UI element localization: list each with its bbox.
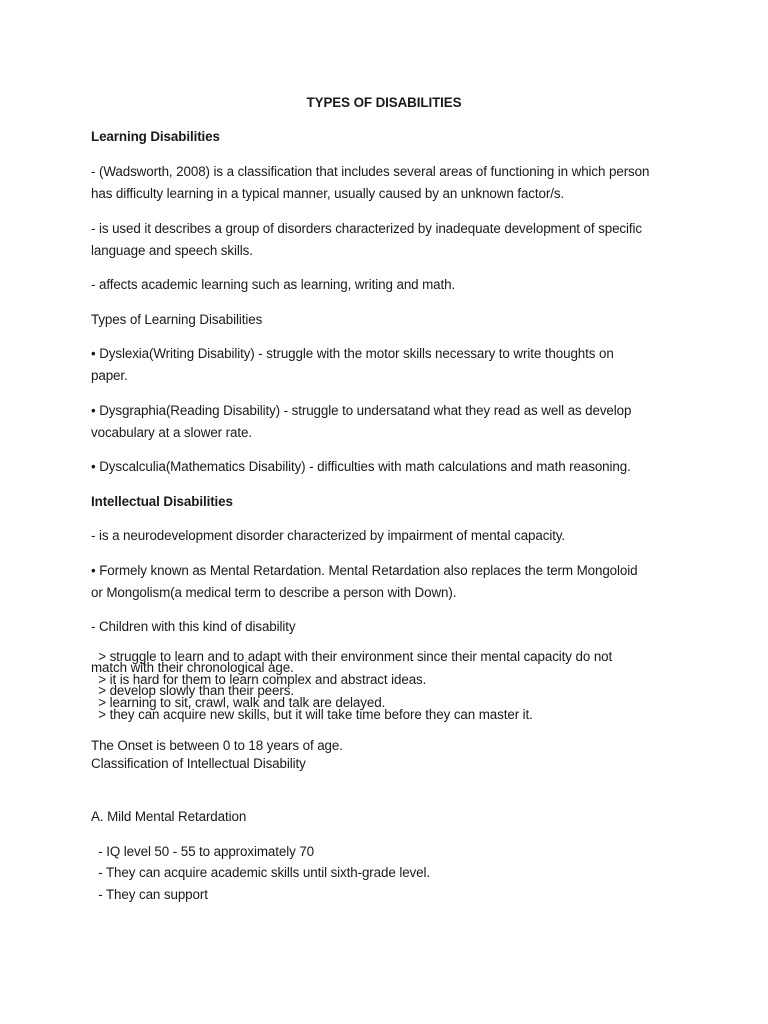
document-title: TYPES OF DISABILITIES <box>306 95 462 110</box>
bullet-item: • Formely known as Mental Retardation. Mental Retardation also replaces the term Mongoloid <box>91 563 638 578</box>
list-item: match with their chronological age. <box>91 660 294 675</box>
paragraph-line: - is a neurodevelopment disorder characterized by impairment of mental capacity. <box>91 528 566 543</box>
bullet-item: • Dysgraphia(Reading Disability) - struggle to undersatand what they read as well as develop <box>91 403 632 418</box>
list-item: > they can acquire new skills, but it will take time before they can master it. <box>91 707 533 722</box>
paragraph-line: The Onset is between 0 to 18 years of age. <box>91 738 343 753</box>
bullet-item: or Mongolism(a medical term to describe a person with Down). <box>91 585 457 600</box>
bullet-item: • Dyslexia(Writing Disability) - struggle with the motor skills necessary to write thoughts on <box>91 346 614 361</box>
list-item: > struggle to learn and to adapt with their environment since their mental capacity do not <box>91 649 613 664</box>
list-item: > it is hard for them to learn complex and abstract ideas. <box>91 672 427 687</box>
subheading-mild: A. Mild Mental Retardation <box>91 809 247 824</box>
bullet-item: paper. <box>91 368 128 383</box>
list-item: > develop slowly than their peers. <box>91 683 294 698</box>
section-heading-intellectual: Intellectual Disabilities <box>91 494 233 509</box>
paragraph-line: - Children with this kind of disability <box>91 619 296 634</box>
bullet-item: • Dyscalculia(Mathematics Disability) - difficulties with math calculations and math reasoning. <box>91 459 631 474</box>
paragraph-line: - (Wadsworth, 2008) is a classification that includes several areas of functioning in which person <box>91 164 650 179</box>
list-item: - They can acquire academic skills until sixth-grade level. <box>91 865 430 880</box>
paragraph-line: - affects academic learning such as learning, writing and math. <box>91 277 456 292</box>
paragraph-line: language and speech skills. <box>91 243 253 258</box>
paragraph-line: has difficulty learning in a typical manner, usually caused by an unknown factor/s. <box>91 186 565 201</box>
list-item: > learning to sit, crawl, walk and talk are delayed. <box>91 695 386 710</box>
paragraph-line: - is used it describes a group of disorders characterized by inadequate development of specific <box>91 221 642 236</box>
subheading-types: Types of Learning Disabilities <box>91 312 263 327</box>
list-item: - They can support <box>91 887 208 902</box>
section-heading-learning: Learning Disabilities <box>91 129 220 144</box>
list-item: - IQ level 50 - 55 to approximately 70 <box>91 844 315 859</box>
paragraph-line: Classification of Intellectual Disability <box>91 756 306 771</box>
bullet-item: vocabulary at a slower rate. <box>91 425 252 440</box>
